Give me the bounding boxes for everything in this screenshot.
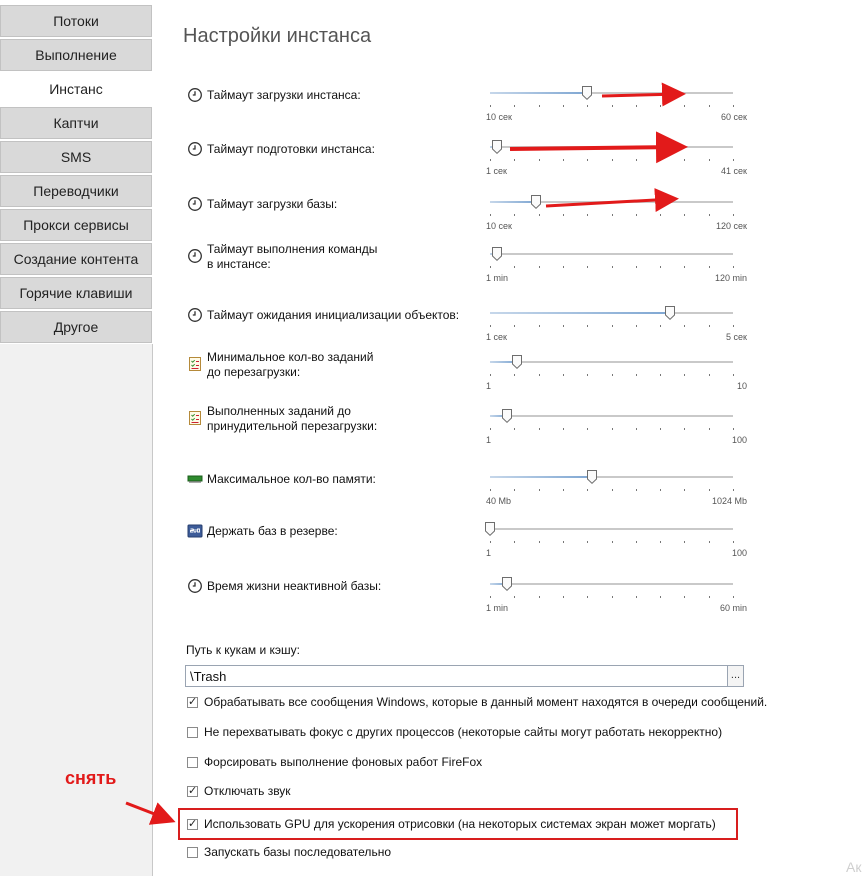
- slider-tick: [612, 159, 613, 161]
- slider-tick: [733, 489, 734, 491]
- sidebar-item-sms[interactable]: SMS: [0, 141, 152, 173]
- slider-tick: [733, 325, 734, 327]
- slider-tick: [612, 105, 613, 107]
- slider-tick: [684, 374, 685, 376]
- slider-tick: [733, 541, 734, 543]
- slider-tick: [709, 159, 710, 161]
- setting-label: [207, 524, 338, 539]
- checkbox-label: Не перехватывать фокус с других процессов (некоторые сайты могут работать некорректно): [204, 725, 723, 739]
- slider-track[interactable]: [490, 361, 733, 363]
- slider-thumb[interactable]: [502, 577, 512, 591]
- slider-tick: [563, 266, 564, 268]
- checkbox-row[interactable]: [187, 782, 291, 800]
- slider-tick: [684, 159, 685, 161]
- slider-tick: [660, 541, 661, 543]
- slider-tick: [660, 596, 661, 598]
- slider-ticks: [490, 214, 733, 217]
- page-title: Настройки инстанса: [183, 25, 372, 47]
- slider-ticks: [490, 159, 733, 162]
- slider-tick: [709, 325, 710, 327]
- slider-tick: [539, 266, 540, 268]
- slider-tick: [563, 541, 564, 543]
- memory-icon: [187, 471, 203, 487]
- slider-tick: [709, 489, 710, 491]
- slider-ticks: [490, 489, 733, 492]
- slider-tick: [539, 214, 540, 216]
- setting-label-line: до перезагрузки:: [207, 365, 301, 379]
- path-input[interactable]: [185, 665, 728, 687]
- checkbox-label: Использовать GPU для ускорения отрисовки (на некоторых системах экран может моргать): [204, 817, 716, 831]
- slider-tick: [612, 266, 613, 268]
- setting-label-line: Таймаут выполнения команды: [207, 242, 378, 256]
- sidebar-item-proxy-services[interactable]: Прокси сервисы: [0, 209, 152, 241]
- slider-tick: [709, 105, 710, 107]
- slider-tick: [514, 159, 515, 161]
- slider-tick: [684, 428, 685, 430]
- slider-tick: [612, 489, 613, 491]
- path-label: Путь к кукам и кэшу:: [186, 643, 300, 657]
- setting-label: [207, 472, 376, 487]
- slider-tick: [563, 374, 564, 376]
- checkbox-label: Форсировать выполнение фоновых работ FireFox: [204, 755, 483, 769]
- setting-label: [207, 579, 381, 594]
- setting-label: [207, 242, 377, 272]
- slider-min-label: 10 сек: [486, 112, 512, 122]
- slider-tick: [612, 596, 613, 598]
- slider-tick: [587, 374, 588, 376]
- slider-tick: [636, 596, 637, 598]
- slider-tick: [490, 596, 491, 598]
- slider-tick: [514, 325, 515, 327]
- checklist-icon: [187, 356, 203, 372]
- sidebar-item-instance[interactable]: Инстанс: [0, 73, 152, 105]
- slider-max-label: 10: [736, 381, 747, 391]
- slider-max-label: 120 сек: [716, 221, 747, 231]
- annotation-arrow-1: [602, 94, 680, 96]
- checkbox-row[interactable]: [187, 723, 722, 741]
- checkbox[interactable]: [187, 727, 198, 738]
- watermark: Ак: [846, 859, 862, 875]
- slider-tick: [733, 428, 734, 430]
- slider-min-label: 1 min: [486, 603, 509, 613]
- checkbox[interactable]: [187, 847, 198, 858]
- slider-tick: [709, 374, 710, 376]
- slider-tick: [563, 105, 564, 107]
- slider-track[interactable]: [490, 476, 733, 478]
- slider-tick: [684, 325, 685, 327]
- sidebar-item-content[interactable]: Создание контента: [0, 243, 152, 275]
- slider-thumb[interactable]: [492, 140, 502, 154]
- slider-tick: [733, 374, 734, 376]
- slider-thumb[interactable]: [582, 86, 592, 100]
- slider-max-label: 60 сек: [721, 112, 747, 122]
- path-browse-button[interactable]: ...: [727, 665, 744, 687]
- slider-tick: [587, 266, 588, 268]
- slider-tick: [514, 489, 515, 491]
- setting-label-line: в инстансе:: [207, 257, 271, 271]
- slider-ticks: [490, 541, 733, 544]
- sidebar-item-translators[interactable]: Переводчики: [0, 175, 152, 207]
- slider-thumb[interactable]: [531, 195, 541, 209]
- checklist-icon: [187, 410, 203, 426]
- slider-track[interactable]: [490, 253, 733, 255]
- slider-min-label: 1 сек: [486, 332, 507, 342]
- slider-tick: [709, 428, 710, 430]
- slider-tick: [514, 596, 515, 598]
- setting-label: [207, 197, 337, 212]
- slider-tick: [563, 214, 564, 216]
- slider-fill: [490, 476, 592, 478]
- setting-label-line: Таймаут подготовки инстанса:: [207, 142, 375, 156]
- slider-tick: [514, 428, 515, 430]
- slider-tick: [684, 596, 685, 598]
- slider-max-label: 5 сек: [726, 332, 747, 342]
- slider-tick: [490, 105, 491, 107]
- slider-tick: [612, 541, 613, 543]
- slider-tick: [514, 105, 515, 107]
- slider-tick: [563, 489, 564, 491]
- database-reserve-icon: [187, 523, 203, 539]
- slider-track[interactable]: [490, 415, 733, 417]
- slider-max-label: 41 сек: [721, 166, 747, 176]
- clock-icon: [187, 248, 203, 264]
- slider-tick: [539, 541, 540, 543]
- slider-tick: [660, 325, 661, 327]
- slider-fill: [490, 201, 536, 203]
- setting-label-line: Выполненных заданий до: [207, 404, 351, 418]
- slider-tick: [636, 266, 637, 268]
- sidebar-background: [0, 344, 153, 876]
- slider-tick: [587, 489, 588, 491]
- slider-tick: [733, 105, 734, 107]
- slider-min-label: 1: [486, 381, 492, 391]
- setting-label-line: Время жизни неактивной базы:: [207, 579, 382, 593]
- setting-label-line: принудительной перезагрузки:: [207, 419, 378, 433]
- slider-thumb[interactable]: [665, 306, 675, 320]
- annotation-highlight-box: [178, 808, 738, 840]
- setting-label-line: Держать баз в резерве:: [207, 524, 338, 538]
- slider-fill: [490, 312, 670, 314]
- slider-tick: [539, 489, 540, 491]
- slider-tick: [587, 541, 588, 543]
- slider-thumb[interactable]: [502, 409, 512, 423]
- slider-tick: [490, 541, 491, 543]
- setting-label-line: Минимальное кол-во заданий: [207, 350, 374, 364]
- sidebar-item-threads[interactable]: Потоки: [0, 5, 152, 37]
- setting-label: [207, 142, 375, 157]
- slider-tick: [636, 159, 637, 161]
- sidebar-item-hotkeys[interactable]: Горячие клавиши: [0, 277, 152, 309]
- slider-tick: [636, 541, 637, 543]
- slider-tick: [612, 428, 613, 430]
- slider-tick: [660, 489, 661, 491]
- slider-tick: [514, 214, 515, 216]
- slider-tick: [587, 428, 588, 430]
- sidebar-item-execution[interactable]: Выполнение: [0, 39, 152, 71]
- slider-thumb[interactable]: [587, 470, 597, 484]
- slider-ticks: [490, 266, 733, 269]
- slider-tick: [684, 105, 685, 107]
- slider-tick: [733, 596, 734, 598]
- slider-tick: [490, 159, 491, 161]
- checkbox-row[interactable]: [187, 843, 391, 861]
- slider-track[interactable]: [490, 92, 733, 94]
- clock-icon: [187, 141, 203, 157]
- slider-thumb[interactable]: [492, 247, 502, 261]
- slider-tick: [636, 489, 637, 491]
- setting-label: [207, 308, 459, 323]
- setting-label-line: Максимальное кол-во памяти:: [207, 472, 376, 486]
- slider-tick: [539, 105, 540, 107]
- checkbox-label: Запускать базы последовательно: [204, 845, 391, 859]
- slider-tick: [660, 266, 661, 268]
- sidebar-item-other[interactable]: Другое: [0, 311, 152, 343]
- slider-tick: [563, 596, 564, 598]
- slider-tick: [684, 541, 685, 543]
- checkbox[interactable]: [187, 786, 198, 797]
- slider-tick: [636, 325, 637, 327]
- slider-min-label: 1 сек: [486, 166, 507, 176]
- slider-thumb[interactable]: [485, 522, 495, 536]
- slider-tick: [539, 325, 540, 327]
- slider-tick: [660, 374, 661, 376]
- slider-tick: [563, 159, 564, 161]
- slider-tick: [539, 159, 540, 161]
- slider-max-label: 1024 Mb: [711, 496, 747, 506]
- slider-tick: [587, 214, 588, 216]
- setting-label-line: Таймаут загрузки базы:: [207, 197, 338, 211]
- slider-tick: [490, 214, 491, 216]
- slider-tick: [563, 325, 564, 327]
- slider-tick: [587, 105, 588, 107]
- slider-tick: [709, 266, 710, 268]
- slider-tick: [709, 214, 710, 216]
- slider-tick: [612, 325, 613, 327]
- slider-tick: [490, 266, 491, 268]
- slider-tick: [587, 325, 588, 327]
- slider-tick: [684, 214, 685, 216]
- slider-tick: [490, 325, 491, 327]
- slider-min-label: 1 min: [486, 273, 509, 283]
- setting-label: [207, 404, 377, 434]
- slider-track[interactable]: [490, 528, 733, 530]
- setting-label: [207, 88, 361, 103]
- checkbox[interactable]: [187, 757, 198, 768]
- slider-tick: [733, 214, 734, 216]
- sidebar-item-captchas[interactable]: Каптчи: [0, 107, 152, 139]
- slider-ticks: [490, 105, 733, 108]
- slider-max-label: 120 min: [714, 273, 747, 283]
- slider-tick: [539, 374, 540, 376]
- slider-tick: [612, 374, 613, 376]
- slider-max-label: 100: [731, 435, 747, 445]
- slider-track[interactable]: [490, 201, 733, 203]
- slider-thumb[interactable]: [512, 355, 522, 369]
- slider-tick: [514, 541, 515, 543]
- slider-max-label: 60 min: [719, 603, 747, 613]
- setting-label: [207, 350, 373, 380]
- slider-ticks: [490, 374, 733, 377]
- checkbox-row[interactable]: [187, 693, 767, 711]
- setting-label-line: Таймаут загрузки инстанса:: [207, 88, 361, 102]
- clock-icon: [187, 307, 203, 323]
- slider-track[interactable]: [490, 312, 733, 314]
- sidebar: [0, 0, 154, 876]
- slider-min-label: 1: [486, 548, 492, 558]
- slider-tick: [539, 596, 540, 598]
- slider-tick: [660, 214, 661, 216]
- slider-tick: [660, 428, 661, 430]
- slider-ticks: [490, 325, 733, 328]
- slider-ticks: [490, 428, 733, 431]
- slider-tick: [563, 428, 564, 430]
- clock-icon: [187, 87, 203, 103]
- slider-tick: [490, 374, 491, 376]
- slider-tick: [587, 159, 588, 161]
- checkbox-row[interactable]: [187, 753, 482, 771]
- slider-tick: [684, 266, 685, 268]
- slider-min-label: 10 сек: [486, 221, 512, 231]
- clock-icon: [187, 578, 203, 594]
- slider-tick: [490, 428, 491, 430]
- slider-tick: [514, 374, 515, 376]
- slider-ticks: [490, 596, 733, 599]
- slider-tick: [636, 374, 637, 376]
- slider-tick: [636, 428, 637, 430]
- slider-tick: [684, 489, 685, 491]
- annotation-text: снять: [65, 768, 117, 788]
- slider-max-label: 100: [731, 548, 747, 558]
- slider-track[interactable]: [490, 146, 733, 148]
- slider-tick: [660, 159, 661, 161]
- slider-tick: [636, 214, 637, 216]
- slider-tick: [587, 596, 588, 598]
- checkbox-label: Обрабатывать все сообщения Windows, которые в данный момент находятся в очереди сообщений.: [204, 695, 768, 709]
- slider-tick: [612, 214, 613, 216]
- setting-label-line: Таймаут ожидания инициализации объектов:: [207, 308, 460, 322]
- checkbox[interactable]: [187, 697, 198, 708]
- slider-tick: [733, 266, 734, 268]
- slider-min-label: 40 Mb: [486, 496, 512, 506]
- slider-fill: [490, 92, 587, 94]
- slider-tick: [709, 541, 710, 543]
- clock-icon: [187, 196, 203, 212]
- slider-tick: [709, 596, 710, 598]
- slider-min-label: 1: [486, 435, 492, 445]
- slider-tick: [490, 489, 491, 491]
- slider-tick: [733, 159, 734, 161]
- checkbox-label: Отключать звук: [204, 784, 291, 798]
- slider-track[interactable]: [490, 583, 733, 585]
- slider-tick: [539, 428, 540, 430]
- slider-tick: [514, 266, 515, 268]
- slider-tick: [636, 105, 637, 107]
- slider-tick: [660, 105, 661, 107]
